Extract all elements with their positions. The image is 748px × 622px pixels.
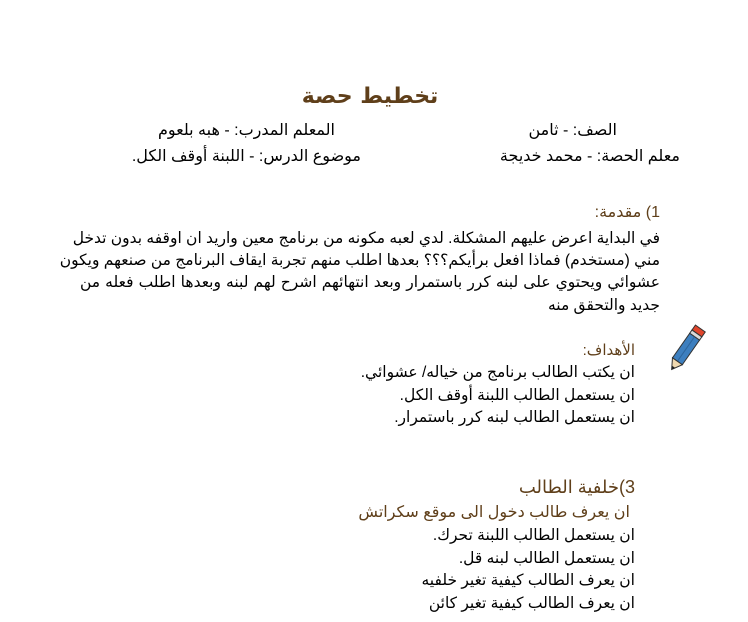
background-item: ان يستعمل الطالب اللبنة تحرك.	[432, 527, 635, 544]
intro-line: عشوائي ويحتوي على لبنه كرر باستمرار وبعد انتهائهم اشرح لهم لبنه وبعدها اطلب فعله من	[80, 274, 660, 292]
background-heading: 3)خلفية الطالب	[518, 477, 635, 497]
goal-item: ان يستعمل الطالب لبنه كرر باستمرار.	[394, 409, 635, 426]
intro-line: في البداية اعرض عليهم المشكلة. لدي لعبه مكونه من برنامج معين واريد ان اوقفه بدون تدخل	[72, 230, 660, 247]
goals-list	[361, 362, 635, 430]
document-title: تخطيط حصة	[301, 84, 439, 109]
intro-heading: 1) مقدمة:	[594, 204, 660, 221]
goal-item: ان يستعمل الطالب اللبنة أوقف الكل.	[399, 386, 635, 404]
background-list	[422, 525, 636, 615]
intro-line: مني (مستخدم) فماذا افعل برأيكم؟؟؟ بعدها اطلب منهم تجربة ايقاف البرنامج من صنعهم ويكون	[59, 252, 660, 270]
pencil-icon	[666, 322, 706, 376]
background-item: ان يستعمل الطالب لبنه قل.	[458, 549, 635, 567]
goal-item: ان يكتب الطالب برنامج من خياله/ عشوائي.	[360, 364, 635, 381]
background-item: ان يعرف الطالب كيفية تغير كائن	[428, 594, 635, 612]
background-item: ان يعرف الطالب كيفية تغير خلفيه	[421, 572, 635, 589]
meta-topic: موضوع الدرس: - اللبنة أوقف الكل.	[131, 148, 361, 165]
intro-paragraph	[59, 228, 660, 317]
meta-teacher: معلم الحصة: - محمد خديجة	[499, 148, 680, 165]
goals-heading: الأهداف:	[582, 342, 635, 359]
background-subheading: ان يعرف طالب دخول الى موقع سكراتش	[358, 504, 630, 521]
intro-line: جديد والتحقق منه	[547, 296, 660, 314]
meta-trainer: المعلم المدرب: - هبه بلعوم	[157, 122, 335, 139]
meta-grade: الصف: - ثامن	[528, 122, 617, 139]
